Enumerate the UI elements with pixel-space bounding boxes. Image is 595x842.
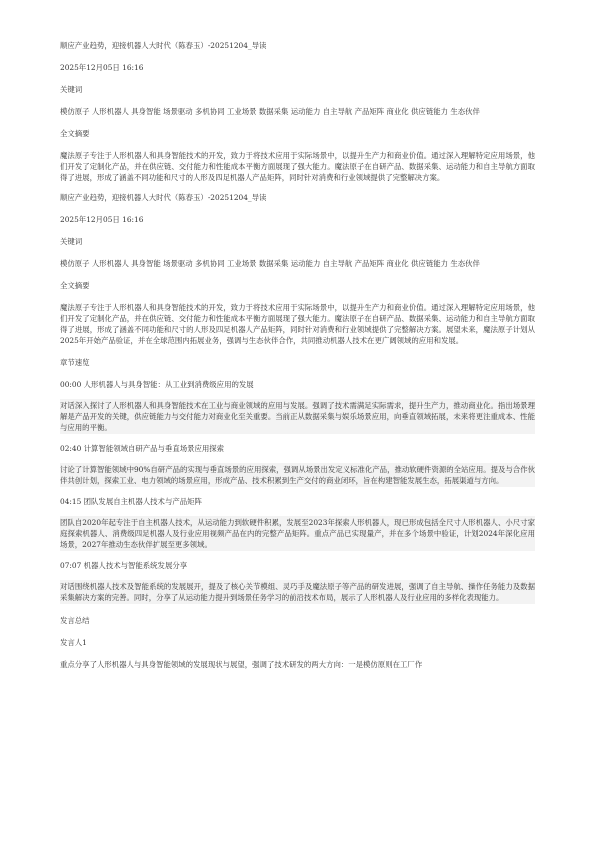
keywords-text: 模仿原子 人形机器人 具身智能 场景驱动 多机协同 工业场景 数据采集 运动能力 自主导航 产品矩阵 商业化 供应链能力 生态伙伴 (60, 107, 480, 116)
chapter-body-1: 对话深入探讨了人形机器人和具身智能技术在工业与商业领域的应用与发展。强调了技术需满足实际需求，提升生产力，推动商业化。指出场景理解是产品开发的关键，供应链能力与交付能力对商业化至关重要。当前正从数据采集与娱乐场景应用，向垂直领域拓展，未来将更注重成本、性能与应用的平衡。 (60, 401, 535, 432)
chapter-body-2: 讨论了计算智能领域中90%自研产品的实现与垂直场景的应用探索，强调从场景出发定义标准化产品，推动软硬件资源的全站应用。提及与合作伙伴共创计划，探索工业、电力领域的场景应用，形成产品、技术积累到生产交付的商业闭环，旨在构建智能发展生态，拓展渠道与方向。 (60, 465, 535, 485)
speaker-label: 发言人1 (60, 638, 87, 647)
document-page (60, 40, 535, 670)
doc-title: 顺应产业趋势，迎接机器人大时代（陈春玉）-20251204_导读 (60, 41, 267, 50)
summary-heading-repeat: 全文摘要 (60, 281, 90, 290)
doc-date: 2025年12月05日 16:16 (60, 63, 144, 72)
chapter-title-3: 04:15 团队发展自主机器人技术与产品矩阵 (60, 497, 202, 506)
chapter-title-2: 02:40 计算智能领域自研产品与垂直场景应用探索 (60, 444, 225, 453)
speaker-text: 重点分享了人形机器人与具身智能领域的发展现状与展望，强调了技术研发的两大方向：一是模仿原则在工厂作 (60, 660, 423, 669)
keywords-text-repeat: 模仿原子 人形机器人 具身智能 场景驱动 多机协同 工业场景 数据采集 运动能力 自主导航 产品矩阵 商业化 供应链能力 生态伙伴 (60, 259, 480, 268)
speech-summary-heading: 发言总结 (60, 616, 90, 625)
summary-heading: 全文摘要 (60, 129, 90, 138)
chapter-title-1: 00:00 人形机器人与具身智能：从工业到消费级应用的发展 (60, 380, 254, 389)
summary-text-full: 魔法原子专注于人形机器人和具身智能技术的开发，致力于将技术应用于实际场景中，以提升生产力和商业价值。通过深入理解特定应用场景，他们开发了定制化产品，并在供应链、交付能力和性能成本平衡方面展现了强大能力。魔法原子在自研产品、数据采集、运动能力和自主导航方面取得了进展，形成了涵盖不同功能和尺寸的人形及四足机器人产品矩阵，同时针对消费和行业领域提供了完整解决方案。展望未来，魔法原子计划从2025年开始产品验证，并在全球范围内拓展业务，强调与生态伙伴合作，共同推动机器人技术在更广阔领域的应用和发展。 (60, 303, 535, 345)
chapter-body-3: 团队自2020年起专注于自主机器人技术，从运动能力到软硬件积累，发展至2023年探索人形机器人，现已形成包括全尺寸人形机器人、小尺寸家庭探索机器人、消费级四足机器人及行业应用视频产品在内的完整产品矩阵。重点产品已实现量产，并在多个场景中验证，计划2024年深化应用场景，2027年推动生态伙伴扩展至更多领域。 (60, 518, 535, 549)
chapters-heading: 章节速览 (60, 358, 90, 367)
doc-date-repeat: 2025年12月05日 16:16 (60, 215, 144, 224)
summary-text: 魔法原子专注于人形机器人和具身智能技术的开发，致力于将技术应用于实际场景中，以提升生产力和商业价值。通过深入理解特定应用场景，他们开发了定制化产品，并在供应链、交付能力和性能成本平衡方面展现了强大能力。魔法原子在自研产品、数据采集、运动能力和自主导航方面取得了进展，形成了涵盖不同功能和尺寸的人形及四足机器人产品矩阵，同时针对消费和行业领域提供了完整解决方案。 (60, 151, 535, 182)
keywords-heading-repeat: 关键词 (60, 237, 83, 246)
chapter-title-4: 07:07 机器人技术与智能系统发展分享 (60, 561, 188, 570)
doc-title-repeat: 顺应产业趋势，迎接机器人大时代（陈春玉）-20251204_导读 (60, 193, 267, 202)
chapter-body-4: 对话围绕机器人技术及智能系统的发展展开，提及了核心关节模组、灵巧手及魔法原子等产品的研发进展，强调了自主导航、操作任务能力及数据采集解决方案的完善。同时，分享了从运动能力提升到场景任务学习的前沿技术布局，展示了人形机器人及行业应用的多样化表现能力。 (60, 582, 535, 602)
keywords-heading: 关键词 (60, 85, 83, 94)
